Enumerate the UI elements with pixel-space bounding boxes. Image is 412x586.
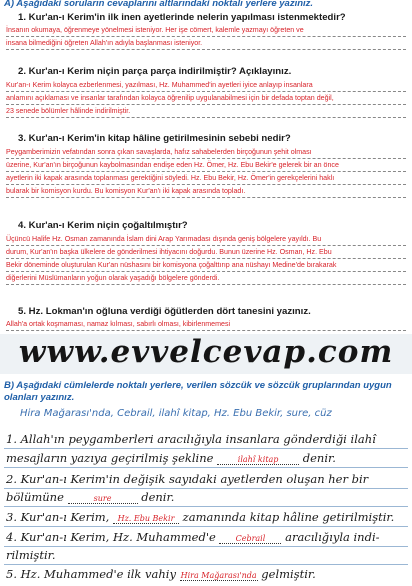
fill-item-1 bbox=[6, 432, 408, 446]
answer-3 bbox=[6, 146, 406, 198]
item-text: bölümüne bbox=[6, 490, 64, 504]
ruled-line bbox=[4, 506, 408, 507]
answer-line: Kur'an-ı Kerim kolayca ezberlenmesi, yazılması, Hz. Muhammed'in ayetleri iyice anlayıp insanlara bbox=[6, 79, 406, 92]
item-text: 5. Hz. Muhammed'e ilk vahiy bbox=[6, 567, 176, 581]
answer-line: Allah'a ortak koşmaması, namaz kılması, sabırlı olması, kibirlenmemesi bbox=[6, 318, 406, 331]
answer-1 bbox=[6, 24, 406, 50]
question-3: 3. Kur'an-ı Kerim'in kitap hâline getirilmesinin sebebi nedir? bbox=[18, 133, 291, 144]
watermark-text: www.evvelcevap.com bbox=[18, 334, 394, 370]
item-text: 2. Kur'an-ı Kerim'in değişik sayıdaki ayetlerden oluşan her bir bbox=[6, 472, 369, 486]
item-text: 1. Allah'ın peygamberleri aracılığıyla insanlara gönderdiği ilahî bbox=[6, 432, 376, 446]
fill-answer: Hz. Ebu Bekir bbox=[113, 514, 179, 524]
fill-item-3 bbox=[6, 510, 408, 524]
answer-line: insana bilmediğini öğreten Allah'ın adıyla başlanması isteniyor. bbox=[6, 37, 406, 50]
answer-line: durum, Kur'an'ın başka ülkelere de gönderilmesi ihtiyacını doğurdu. Bunun üzerine Hz. Osman, Hz. Ebu bbox=[6, 246, 406, 259]
answer-2 bbox=[6, 79, 406, 118]
ruled-line bbox=[4, 467, 408, 468]
fill-answer: ilahî kitap bbox=[217, 455, 299, 465]
answer-line: Üçüncü Halife Hz. Osman zamanında İslam dini Arap Yarımadası dışında geniş bölgelere yayıldı. Bu bbox=[6, 233, 406, 246]
answer-line: İnsanın okumaya, öğrenmeye yönelmesi isteniyor. Her işe cömert, kalemle yazmayı öğreten ve bbox=[6, 24, 406, 37]
item-text: gelmiştir. bbox=[261, 567, 316, 581]
item-text: 4. Kur'an-ı Kerim, Hz. Muhammed'e bbox=[6, 530, 216, 544]
ruled-line bbox=[4, 546, 408, 547]
answer-5 bbox=[6, 318, 406, 331]
answer-4 bbox=[6, 233, 406, 285]
question-2: 2. Kur'an-ı Kerim niçin parça parça indirilmiştir? Açıklayınız. bbox=[18, 66, 292, 77]
fill-item-4-line2 bbox=[6, 548, 408, 562]
answer-line: bularak bir komisyon kurdu. Bu komisyon Kur'an'ı iki kapak arasında topladı. bbox=[6, 185, 406, 198]
ruled-line bbox=[4, 488, 408, 489]
fill-item-2-line2 bbox=[6, 490, 408, 504]
fill-item-1-line2 bbox=[6, 451, 408, 465]
item-text: zamanında kitap hâline getirilmiştir. bbox=[182, 510, 395, 524]
question-4: 4. Kur'an-ı Kerim niçin çoğaltılmıştır? bbox=[18, 220, 188, 231]
answer-line: Peygamberimizin vefatından sonra çıkan savaşlarda, hafız sahabelerden birçoğunun şehit olması bbox=[6, 146, 406, 159]
fill-item-2 bbox=[6, 472, 408, 486]
item-text: mesajların yazıya geçirilmiş şekline bbox=[6, 451, 214, 465]
fill-item-4 bbox=[6, 530, 408, 544]
answer-line: ayetlerin iki kapak arasında toplanması gerektiğini söyledi. Hz. Ebu Bekir, Hz. Ömer'in gerekçelerini haklı bbox=[6, 172, 406, 185]
answer-line: diğerlerini Müslümanların yoğun olarak yaşadığı bölgelere gönderdi. bbox=[6, 272, 406, 285]
section-a-title: A) Aşağıdaki soruların cevaplarını altlarındaki noktalı yerlere yazınız. bbox=[4, 0, 314, 9]
answer-line: Bekir döneminde oluşturulan Kur'an nüshasını bir komisyona çoğalttırıp ana nüshayı Medine'de bırakarak bbox=[6, 259, 406, 272]
ruled-line bbox=[4, 526, 408, 527]
answer-line: üzerine, Kur'an'ın birçoğunun kaybolmasından endişe eden Hz. Ömer, Hz. Ebu Bekir'e gelerek bir an önce bbox=[6, 159, 406, 172]
word-bank: Hira Mağarası'nda, Cebrail, ilahî kitap, Hz. Ebu Bekir, sure, cüz bbox=[20, 408, 332, 419]
item-text: rilmiştir. bbox=[6, 548, 56, 562]
ruled-line bbox=[4, 564, 408, 565]
fill-item-5 bbox=[6, 567, 408, 581]
item-text: denir. bbox=[302, 451, 336, 465]
fill-answer: sure bbox=[68, 494, 138, 504]
fill-answer: Hira Mağarası'nda bbox=[180, 571, 257, 580]
question-1: 1. Kur'an-ı Kerim'in ilk inen ayetlerinde nelerin yapılması istenmektedir? bbox=[18, 12, 346, 23]
ruled-line bbox=[4, 448, 408, 449]
section-b-title: B) Aşağıdaki cümlelerde noktalı yerlere, verilen sözcük ve sözcük gruplarından uygun olanları yazınız. bbox=[4, 380, 392, 403]
fill-answer: Cebrail bbox=[219, 534, 281, 544]
item-text: denir. bbox=[141, 490, 175, 504]
answer-line: 23 senede bölümler hâlinde indirilmiştir. bbox=[6, 105, 406, 118]
question-5: 5. Hz. Lokman'ın oğluna verdiği öğütlerden dört tanesini yazınız. bbox=[18, 306, 311, 317]
item-text: 3. Kur'an-ı Kerim, bbox=[6, 510, 110, 524]
item-text: aracılığıyla indi- bbox=[285, 530, 380, 544]
answer-line: anlamını açıklaması ve insanlar tarafından kolayca öğrenilip uygulanabilmesi için bir defada toptan değil, bbox=[6, 92, 406, 105]
